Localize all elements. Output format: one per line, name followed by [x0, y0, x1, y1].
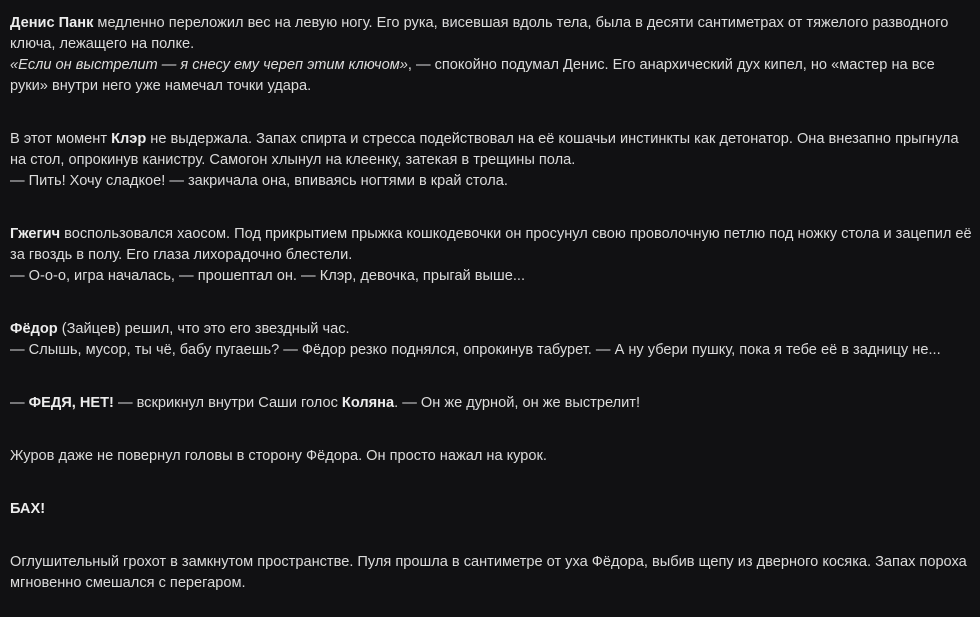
text-run: — О-о-о, игра началась, — прошептал он. — Клэр, девочка, прыгай выше...: [10, 268, 525, 284]
italic-text: «Если он выстрелит — я снесу ему череп этим ключом»: [10, 57, 408, 73]
text-run: . — Он же дурной, он же выстрелит!: [394, 395, 641, 411]
bold-text: Коляна: [341, 395, 395, 411]
text-run: — Пить! Хочу сладкое! — закричала она, впиваясь ногтями в край стола.: [10, 173, 508, 189]
paragraph: [10, 13, 976, 97]
text-run: — Слышь, мусор, ты чё, бабу пугаешь? — Фёдор резко поднялся, опрокинув табурет. — А ну убери пушку, пока я тебе её в задницу не...: [10, 342, 941, 358]
text-line: [10, 319, 976, 340]
text-run: — вскрикнул внутри Саши голос: [113, 395, 342, 411]
text-line: [10, 340, 976, 361]
bold-text: ФЕДЯ, НЕТ!: [28, 395, 114, 411]
paragraph: [10, 129, 976, 192]
text-run: медленно переложил вес на левую ногу. Его рука, висевшая вдоль тела, была в десяти сантиметрах от тяжелого разводного ключа, лежащего на полке.: [10, 15, 949, 52]
text-line: [10, 13, 976, 55]
text-line: [10, 446, 976, 467]
paragraph: [10, 499, 976, 520]
paragraph: [10, 393, 976, 414]
text-run: Оглушительный грохот в замкнутом пространстве. Пуля прошла в сантиметре от уха Фёдора, выбив щепу из дверного косяка. Запах пороха мгновенно смешался с перегаром.: [10, 554, 967, 591]
text-run: не выдержала. Запах спирта и стресса подействовал на её кошачьи инстинкты как детонатор. Она внезапно прыгнула на стол, опрокинув канистру. Самогон хлынул на клеенку, затекая в трещины пола.: [10, 131, 959, 168]
paragraph: [10, 319, 976, 361]
text-run: (Зайцев) решил, что это его звездный час.: [57, 321, 350, 337]
text-line: [10, 171, 976, 192]
text-run: Журов даже не повернул головы в сторону Фёдора. Он просто нажал на курок.: [10, 448, 547, 464]
text-line: [10, 552, 976, 594]
text-run: воспользовался хаосом. Под прикрытием прыжка кошкодевочки он просунул свою проволочную петлю под ножку стола и зацепил её за гвоздь в полу. Его глаза лихорадочно блестели.: [10, 226, 972, 263]
text-run: , — спокойно подумал Денис. Его анархический дух кипел, но «мастер на все руки» внутри него уже намечал точки удара.: [10, 57, 935, 94]
text-line: [10, 266, 976, 287]
paragraph: [10, 552, 976, 594]
text-run: В этот момент: [10, 131, 112, 147]
bold-text: Гжегич: [10, 226, 61, 242]
bold-text: Клэр: [111, 131, 147, 147]
paragraph: [10, 224, 976, 287]
text-line: [10, 393, 976, 414]
paragraph: [10, 446, 976, 467]
text-line: [10, 499, 976, 520]
bold-text: Денис Панк: [10, 15, 94, 31]
text-line: [10, 55, 976, 97]
bold-text: Фёдор: [10, 321, 58, 337]
text-line: [10, 224, 976, 266]
text-line: [10, 129, 976, 171]
text-run: —: [10, 395, 29, 411]
bold-text: БАХ!: [10, 501, 46, 517]
